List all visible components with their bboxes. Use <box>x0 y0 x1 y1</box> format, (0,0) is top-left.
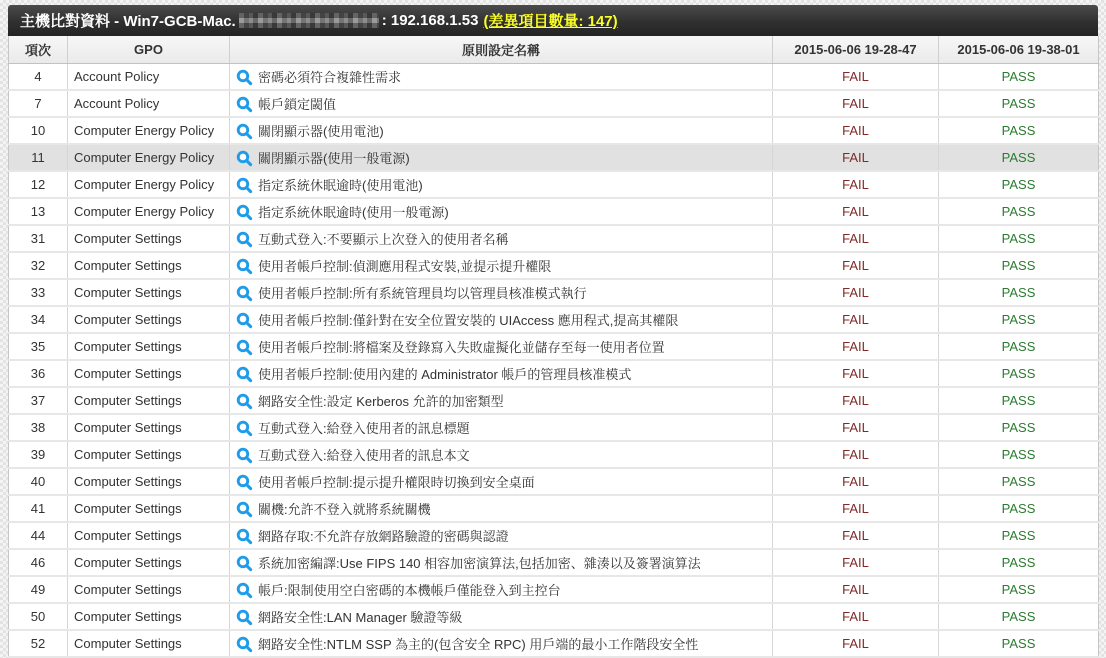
cell-result-scan2: PASS <box>939 144 1099 171</box>
cell-result-scan2: PASS <box>939 225 1099 252</box>
cell-policy <box>230 144 773 171</box>
table-row[interactable] <box>9 603 1099 630</box>
cell-result-scan1: FAIL <box>773 252 939 279</box>
col-header-gpo: GPO <box>68 36 230 64</box>
table-row[interactable] <box>9 198 1099 225</box>
col-header-scan2: 2015-06-06 19-38-01 <box>939 36 1099 64</box>
col-header-scan1: 2015-06-06 19-28-47 <box>773 36 939 64</box>
cell-result-scan1: FAIL <box>773 603 939 630</box>
table-row[interactable] <box>9 360 1099 387</box>
cell-policy <box>230 252 773 279</box>
cell-policy <box>230 333 773 360</box>
policy-name: 互動式登入:不要顯示上次登入的使用者名稱 <box>258 232 509 247</box>
table-row[interactable] <box>9 225 1099 252</box>
cell-result-scan2: PASS <box>939 630 1099 657</box>
search-icon[interactable] <box>236 501 253 518</box>
cell-item-no: 33 <box>9 279 68 306</box>
search-icon[interactable] <box>236 285 253 302</box>
cell-policy <box>230 468 773 495</box>
cell-item-no: 11 <box>9 144 68 171</box>
cell-gpo: Computer Settings <box>68 252 230 279</box>
cell-result-scan1: FAIL <box>773 360 939 387</box>
search-icon[interactable] <box>236 177 253 194</box>
cell-item-no: 36 <box>9 360 68 387</box>
search-icon[interactable] <box>236 474 253 491</box>
cell-item-no: 49 <box>9 576 68 603</box>
cell-gpo: Account Policy <box>68 90 230 117</box>
cell-gpo: Computer Settings <box>68 495 230 522</box>
policy-name: 網路安全性:設定 Kerberos 允許的加密類型 <box>258 394 504 409</box>
cell-result-scan1: FAIL <box>773 468 939 495</box>
search-icon[interactable] <box>236 609 253 626</box>
search-icon[interactable] <box>236 366 253 383</box>
table-row[interactable] <box>9 117 1099 144</box>
table-row[interactable] <box>9 279 1099 306</box>
policy-name: 網路安全性:LAN Manager 驗證等級 <box>258 610 463 625</box>
policy-name: 使用者帳戶控制:提示提升權限時切換到安全桌面 <box>258 475 535 490</box>
cell-result-scan1: FAIL <box>773 90 939 117</box>
cell-gpo: Computer Energy Policy <box>68 144 230 171</box>
policy-name: 指定系統休眠逾時(使用電池) <box>258 178 423 193</box>
page-title: 主機比對資料 - Win7-GCB-Mac. <box>20 13 236 30</box>
diff-count-link[interactable]: (差異項目數量: 147) <box>483 13 618 30</box>
cell-policy <box>230 414 773 441</box>
host-ip: : 192.168.1.53 <box>381 12 479 29</box>
cell-item-no: 35 <box>9 333 68 360</box>
cell-policy <box>230 603 773 630</box>
cell-result-scan1: FAIL <box>773 387 939 414</box>
cell-policy <box>230 171 773 198</box>
cell-item-no: 50 <box>9 603 68 630</box>
cell-result-scan2: PASS <box>939 387 1099 414</box>
cell-result-scan1: FAIL <box>773 549 939 576</box>
cell-gpo: Computer Settings <box>68 306 230 333</box>
cell-item-no: 32 <box>9 252 68 279</box>
cell-result-scan2: PASS <box>939 171 1099 198</box>
policy-name: 互動式登入:給登入使用者的訊息標題 <box>258 421 470 436</box>
cell-result-scan1: FAIL <box>773 279 939 306</box>
table-row[interactable] <box>9 576 1099 603</box>
search-icon[interactable] <box>236 393 253 410</box>
cell-result-scan2: PASS <box>939 90 1099 117</box>
cell-item-no: 40 <box>9 468 68 495</box>
table-header-row <box>9 36 1099 64</box>
cell-policy <box>230 495 773 522</box>
cell-gpo: Computer Energy Policy <box>68 117 230 144</box>
table-row[interactable] <box>9 252 1099 279</box>
policy-name: 帳戶鎖定閾值 <box>258 97 337 112</box>
cell-result-scan1: FAIL <box>773 333 939 360</box>
search-icon[interactable] <box>236 150 253 167</box>
redacted-mac <box>239 13 379 28</box>
policy-name: 使用者帳戶控制:將檔案及登錄寫入失敗虛擬化並儲存至每一使用者位置 <box>258 340 665 355</box>
table-row[interactable] <box>9 441 1099 468</box>
policy-name: 使用者帳戶控制:使用內建的 Administrator 帳戶的管理員核准模式 <box>258 367 632 382</box>
col-header-policy-name: 原則設定名稱 <box>230 36 773 64</box>
cell-result-scan1: FAIL <box>773 306 939 333</box>
cell-result-scan1: FAIL <box>773 522 939 549</box>
col-header-item-no: 項次 <box>9 36 68 64</box>
policy-name: 密碼必須符合複雜性需求 <box>258 70 402 85</box>
cell-result-scan1: FAIL <box>773 441 939 468</box>
cell-gpo: Computer Settings <box>68 630 230 657</box>
policy-name: 指定系統休眠逾時(使用一般電源) <box>258 205 449 220</box>
cell-result-scan1: FAIL <box>773 495 939 522</box>
cell-result-scan1: FAIL <box>773 414 939 441</box>
cell-policy <box>230 549 773 576</box>
search-icon[interactable] <box>236 339 253 356</box>
cell-item-no: 12 <box>9 171 68 198</box>
cell-policy <box>230 198 773 225</box>
search-icon[interactable] <box>236 555 253 572</box>
policy-name: 關閉顯示器(使用電池) <box>258 124 384 139</box>
cell-result-scan2: PASS <box>939 198 1099 225</box>
cell-item-no: 39 <box>9 441 68 468</box>
cell-gpo: Computer Settings <box>68 333 230 360</box>
search-icon[interactable] <box>236 231 253 248</box>
search-icon[interactable] <box>236 312 253 329</box>
cell-item-no: 41 <box>9 495 68 522</box>
table-row[interactable] <box>9 522 1099 549</box>
cell-gpo: Computer Settings <box>68 279 230 306</box>
search-icon[interactable] <box>236 420 253 437</box>
search-icon[interactable] <box>236 582 253 599</box>
table-row[interactable] <box>9 495 1099 522</box>
cell-gpo: Computer Settings <box>68 468 230 495</box>
table-row[interactable] <box>9 144 1099 171</box>
cell-result-scan1: FAIL <box>773 630 939 657</box>
cell-gpo: Account Policy <box>68 64 230 91</box>
table-row[interactable] <box>9 549 1099 576</box>
cell-gpo: Computer Settings <box>68 414 230 441</box>
table-row[interactable] <box>9 333 1099 360</box>
policy-name: 系統加密編譯:Use FIPS 140 相容加密演算法,包括加密、雜湊以及簽署演算法 <box>258 556 701 571</box>
table-row[interactable] <box>9 90 1099 117</box>
cell-result-scan2: PASS <box>939 549 1099 576</box>
cell-policy <box>230 360 773 387</box>
policy-name: 關閉顯示器(使用一般電源) <box>258 151 410 166</box>
cell-item-no: 7 <box>9 90 68 117</box>
table-row[interactable] <box>9 171 1099 198</box>
cell-result-scan2: PASS <box>939 468 1099 495</box>
cell-policy <box>230 630 773 657</box>
table-row[interactable] <box>9 306 1099 333</box>
policy-name: 使用者帳戶控制:僅針對在安全位置安裝的 UIAccess 應用程式,提高其權限 <box>258 313 679 328</box>
cell-result-scan2: PASS <box>939 252 1099 279</box>
cell-policy <box>230 306 773 333</box>
cell-result-scan1: FAIL <box>773 171 939 198</box>
policy-name: 網路存取:不允許存放網路驗證的密碼與認證 <box>258 529 509 544</box>
cell-item-no: 13 <box>9 198 68 225</box>
cell-result-scan2: PASS <box>939 522 1099 549</box>
table-row[interactable] <box>9 630 1099 657</box>
cell-result-scan2: PASS <box>939 333 1099 360</box>
cell-gpo: Computer Settings <box>68 522 230 549</box>
cell-result-scan2: PASS <box>939 495 1099 522</box>
cell-item-no: 31 <box>9 225 68 252</box>
cell-gpo: Computer Settings <box>68 576 230 603</box>
cell-policy <box>230 441 773 468</box>
cell-item-no: 34 <box>9 306 68 333</box>
cell-gpo: Computer Energy Policy <box>68 198 230 225</box>
cell-policy <box>230 117 773 144</box>
cell-gpo: Computer Settings <box>68 387 230 414</box>
policy-name: 帳戶:限制使用空白密碼的本機帳戶僅能登入到主控台 <box>258 583 561 598</box>
cell-policy <box>230 576 773 603</box>
policy-name: 網路安全性:NTLM SSP 為主的(包含安全 RPC) 用戶端的最小工作階段安全性 <box>258 637 699 652</box>
search-icon[interactable] <box>236 204 253 221</box>
cell-result-scan2: PASS <box>939 306 1099 333</box>
cell-item-no: 46 <box>9 549 68 576</box>
cell-item-no: 10 <box>9 117 68 144</box>
table-row[interactable] <box>9 468 1099 495</box>
policy-name: 使用者帳戶控制:所有系統管理員均以管理員核准模式執行 <box>258 286 587 301</box>
cell-result-scan2: PASS <box>939 279 1099 306</box>
table-row[interactable] <box>9 387 1099 414</box>
search-icon[interactable] <box>236 528 253 545</box>
cell-result-scan2: PASS <box>939 441 1099 468</box>
table-row[interactable] <box>9 64 1099 91</box>
cell-gpo: Computer Settings <box>68 441 230 468</box>
cell-item-no: 37 <box>9 387 68 414</box>
cell-gpo: Computer Settings <box>68 549 230 576</box>
cell-result-scan1: FAIL <box>773 64 939 91</box>
title-bar <box>8 5 1098 36</box>
policy-name: 互動式登入:給登入使用者的訊息本文 <box>258 448 470 463</box>
cell-gpo: Computer Settings <box>68 360 230 387</box>
cell-result-scan2: PASS <box>939 576 1099 603</box>
policy-name: 使用者帳戶控制:偵測應用程式安裝,並提示提升權限 <box>258 259 552 274</box>
cell-item-no: 38 <box>9 414 68 441</box>
cell-result-scan2: PASS <box>939 603 1099 630</box>
cell-item-no: 44 <box>9 522 68 549</box>
cell-policy <box>230 64 773 91</box>
cell-policy <box>230 90 773 117</box>
table-row[interactable] <box>9 414 1099 441</box>
cell-policy <box>230 387 773 414</box>
cell-gpo: Computer Energy Policy <box>68 171 230 198</box>
search-icon[interactable] <box>236 96 253 113</box>
comparison-table <box>8 36 1099 658</box>
search-icon[interactable] <box>236 447 253 464</box>
cell-result-scan2: PASS <box>939 117 1099 144</box>
search-icon[interactable] <box>236 123 253 140</box>
cell-policy <box>230 225 773 252</box>
cell-result-scan1: FAIL <box>773 225 939 252</box>
cell-item-no: 52 <box>9 630 68 657</box>
cell-policy <box>230 522 773 549</box>
cell-item-no: 4 <box>9 64 68 91</box>
policy-name: 關機:允許不登入就將系統關機 <box>258 502 431 517</box>
cell-gpo: Computer Settings <box>68 225 230 252</box>
search-icon[interactable] <box>236 69 253 86</box>
search-icon[interactable] <box>236 636 253 653</box>
cell-result-scan1: FAIL <box>773 144 939 171</box>
cell-result-scan1: FAIL <box>773 198 939 225</box>
search-icon[interactable] <box>236 258 253 275</box>
cell-gpo: Computer Settings <box>68 603 230 630</box>
cell-result-scan2: PASS <box>939 360 1099 387</box>
cell-result-scan2: PASS <box>939 414 1099 441</box>
cell-result-scan1: FAIL <box>773 576 939 603</box>
cell-policy <box>230 279 773 306</box>
cell-result-scan2: PASS <box>939 64 1099 91</box>
cell-result-scan1: FAIL <box>773 117 939 144</box>
